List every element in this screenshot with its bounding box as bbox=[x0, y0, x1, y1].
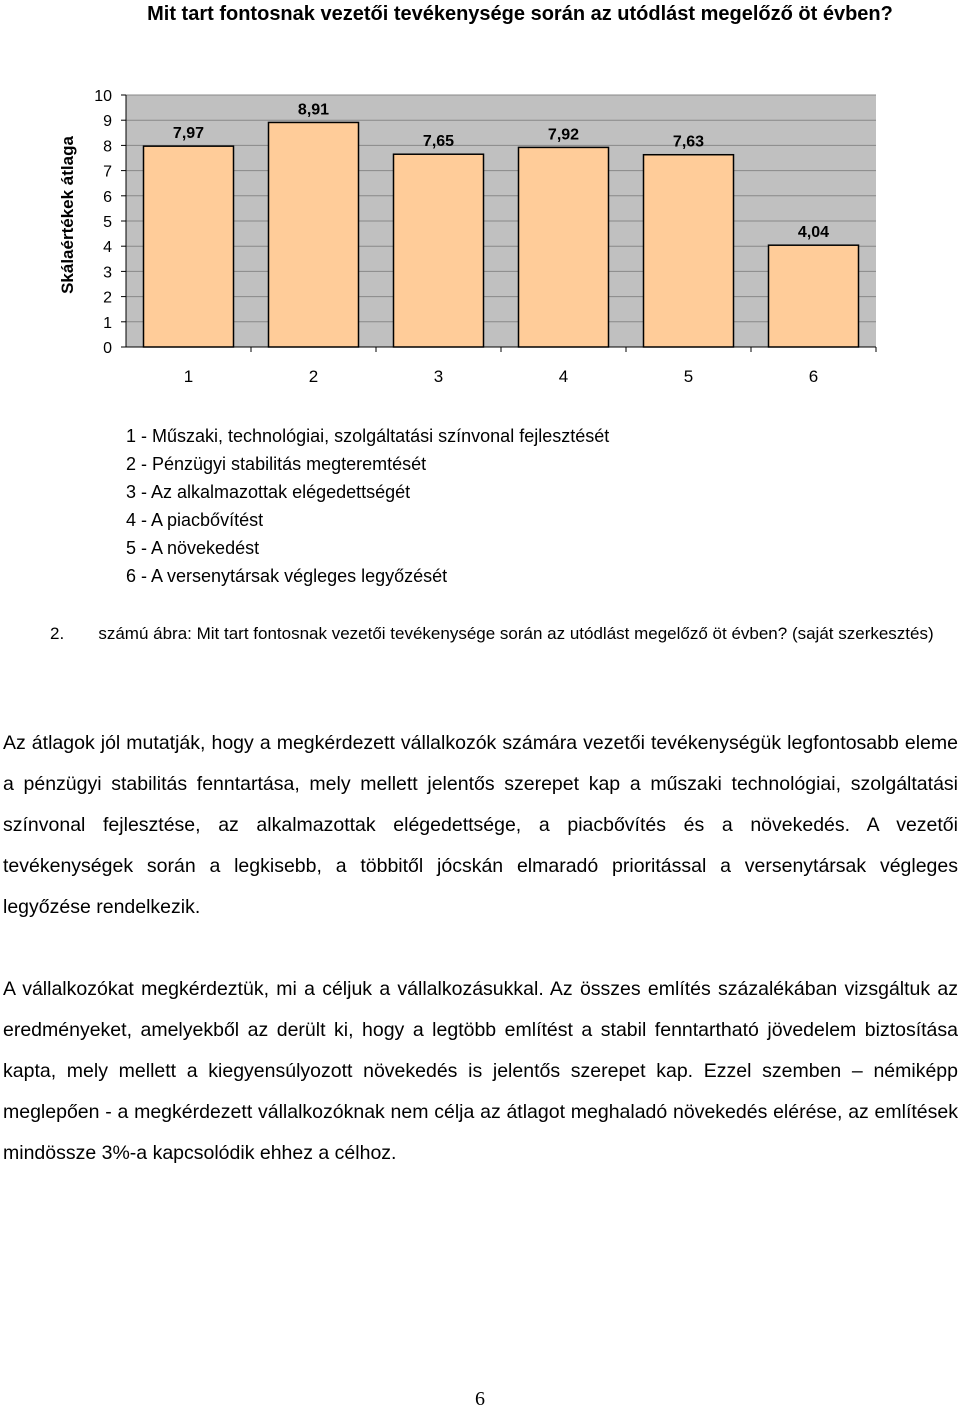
figure-number: 2. bbox=[50, 624, 65, 643]
data-label: 8,91 bbox=[297, 101, 330, 119]
y-tick-label: 2 bbox=[103, 289, 112, 307]
y-tick-label: 10 bbox=[94, 88, 112, 105]
x-tick-label: 2 bbox=[308, 367, 319, 386]
y-tick-label: 5 bbox=[103, 214, 112, 231]
body-paragraph: A vállalkozókat megkérdeztük, mi a céljuk a vállalkozásukkal. Az összes említés százalékában vizsgáltuk az eredményeket, amelyekből az derült ki, hogy a legtöbb említést a stabil fenntartható jövedelem biztosítása kapta, mely mellett a kiegyensúlyozott növekedés is jelentős szerepet kap. Ezzel szemben – némiképp meglepően - a megkérdezett vállalkozóknak nem célja az átlagot meghaladó növekedés elérése, az említések mindössze 3%-a kapcsolódik ehhez a célhoz. bbox=[3, 978, 958, 1164]
legend-item: 3 - Az alkalmazottak elégedettségét bbox=[126, 482, 411, 502]
caption-text: számú ábra: Mit tart fontosnak vezetői tevékenysége során az utódlást megelőző öt évben? (saját szerkesztés) bbox=[98, 624, 934, 643]
x-tick-label: 4 bbox=[558, 367, 569, 386]
y-tick-label: 4 bbox=[103, 239, 112, 257]
legend-item: 4 - A piacbővítést bbox=[126, 510, 264, 530]
bar bbox=[394, 154, 484, 347]
bar bbox=[644, 155, 734, 347]
legend-item: 1 - Műszaki, technológiai, szolgáltatási színvonal fejlesztését bbox=[126, 426, 610, 446]
x-tick-label: 5 bbox=[683, 367, 694, 386]
legend-item: 5 - A növekedést bbox=[126, 538, 260, 558]
y-axis-label: Skálaértékek átlaga bbox=[58, 136, 77, 294]
legend-item: 6 - A versenytársak végleges legyőzését bbox=[126, 566, 448, 586]
bar bbox=[769, 245, 859, 347]
data-label: 7,63 bbox=[672, 133, 705, 151]
data-label: 7,92 bbox=[547, 126, 580, 144]
x-tick-label: 6 bbox=[808, 367, 819, 386]
y-tick-label: 1 bbox=[103, 314, 112, 332]
y-tick-label: 7 bbox=[103, 163, 112, 181]
x-tick-label: 1 bbox=[183, 367, 194, 386]
chart-title: Mit tart fontosnak vezetői tevékenysége során az utódlást megelőző öt évben? bbox=[147, 3, 893, 25]
data-label: 4,04 bbox=[797, 224, 830, 242]
bar bbox=[144, 146, 234, 347]
bar bbox=[519, 147, 609, 347]
y-tick-label: 6 bbox=[103, 188, 112, 206]
bar bbox=[269, 122, 359, 347]
x-tick-label: 3 bbox=[433, 367, 444, 386]
bar-chart bbox=[0, 0, 960, 400]
y-tick-label: 8 bbox=[103, 138, 112, 156]
data-label: 7,97 bbox=[172, 125, 205, 143]
page-number: 6 bbox=[475, 1388, 485, 1410]
body-paragraph: Az átlagok jól mutatják, hogy a megkérdezett vállalkozók számára vezetői tevékenységük legfontosabb eleme a pénzügyi stabilitás fenntartása, mely mellett jelentős szerepet kap a műszaki technológiai, szolgáltatási színvonal fejlesztése, az alkalmazottak elégedettsége, a piacbővítés és a növekedés. A vezetői tevékenységek során a legkisebb, a többitől jócskán elmaradó prioritással a versenytársak végleges legyőzése rendelkezik. bbox=[3, 732, 958, 918]
legend-item: 2 - Pénzügyi stabilitás megteremtését bbox=[126, 454, 427, 474]
data-label: 7,65 bbox=[422, 133, 455, 151]
y-tick-label: 3 bbox=[103, 264, 112, 282]
y-tick-label: 9 bbox=[103, 113, 112, 131]
chart-legend bbox=[126, 422, 609, 590]
figure-caption bbox=[0, 617, 960, 651]
y-tick-label: 0 bbox=[103, 340, 112, 357]
